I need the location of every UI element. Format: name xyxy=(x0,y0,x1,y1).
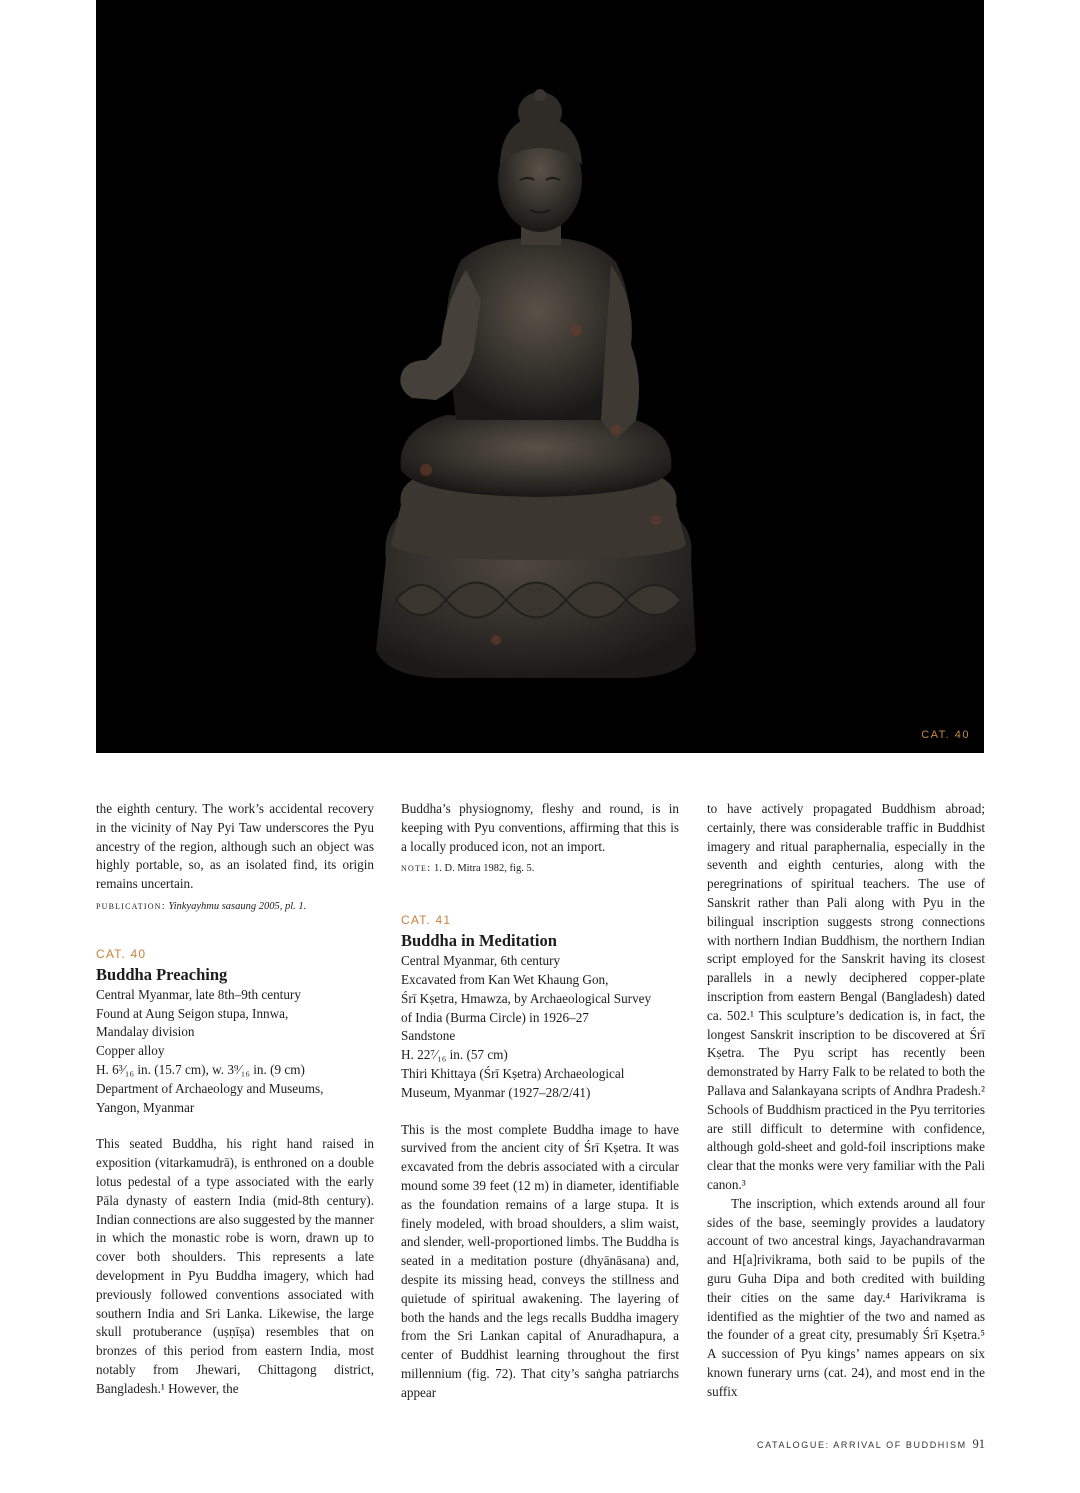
body-paragraph: The inscription, which extends around all four sides of the base, seemingly provides a laudatory account of two ancestral kings, Jayachandravarman and H[a]rivikrama, both said to be pupils of the guru Guha Dipa and both credited with building their cities on the same day.⁴ Harivikrama is identified as the mightier of the two and named as the founder of a great city, presumably Śrī Kṣetra.⁵ A succession of Pyu kings’ names appears on six known funerary urns (cat. 24), and most end in the suffix xyxy=(707,1195,985,1399)
catalogue-number: CAT. 40 xyxy=(96,946,147,961)
meta-line: Thiri Khittaya (Śrī Kṣetra) Archaeological xyxy=(401,1065,625,1081)
page-footer xyxy=(757,1437,985,1453)
buddha-statue-image xyxy=(96,0,984,753)
catalogue-metadata xyxy=(96,986,374,1118)
meta-line: H. 6³⁄₁₆ in. (15.7 cm), w. 3⁹⁄₁₆ in. (9 cm) xyxy=(96,1061,305,1077)
page-number: 91 xyxy=(972,1437,985,1451)
meta-line: Central Myanmar, late 8th–9th century xyxy=(96,986,301,1002)
meta-line: H. 22⁷⁄₁₆ in. (57 cm) xyxy=(401,1047,508,1063)
meta-line: Found at Aung Seigon stupa, Innwa, xyxy=(96,1005,289,1021)
artwork-photo xyxy=(96,0,984,753)
text-column-2 xyxy=(401,800,679,1403)
meta-line: Central Myanmar, 6th century xyxy=(401,953,561,969)
meta-line: Śrī Kṣetra, Hmawza, by Archaeological Survey xyxy=(401,990,652,1006)
meta-line: Yangon, Myanmar xyxy=(96,1099,195,1115)
meta-line: Museum, Myanmar (1927–28/2/41) xyxy=(401,1084,591,1100)
body-paragraph: Buddha’s physiognomy, fleshy and round, is in keeping with Pyu conventions, affirming that this is a locally produced icon, not an import. xyxy=(401,801,679,854)
publication-note xyxy=(96,898,374,915)
footnote xyxy=(401,860,679,877)
publication-text: Yinkyayhmu sasaung 2005, pl. 1. xyxy=(168,900,307,912)
running-head: CATALOGUE: ARRIVAL OF BUDDHISM xyxy=(757,1440,967,1450)
publication-label: publication: xyxy=(96,899,166,912)
meta-line: of India (Burma Circle) in 1926–27 xyxy=(401,1009,589,1025)
meta-line: Copper alloy xyxy=(96,1043,165,1059)
meta-line: Mandalay division xyxy=(96,1024,195,1040)
catalogue-title: Buddha in Meditation xyxy=(401,931,557,951)
meta-line: Department of Archaeology and Museums, xyxy=(96,1080,324,1096)
body-paragraph: This seated Buddha, his right hand raised in exposition (vitarkamudrā), is enthroned on a double lotus pedestal of a type associated with the early Pāla dynasty of eastern India (mid-8th century). Indian connections are also suggested by the manner in which the monastic robe is worn, drawn up to cover both shoulders. This represents a late development in Pyu Buddha imagery, which had previously followed conventions associated with southern India and Sri Lanka. Likewise, the large skull protuberance (uṣṇīṣa) resembles that on bronzes of this period from eastern India, most notably from Jhewari, Chittagong district, Bangladesh.¹ However, the xyxy=(96,1136,374,1396)
catalogue-metadata xyxy=(401,952,679,1102)
note-label: note: xyxy=(401,862,432,875)
body-paragraph: to have actively propagated Buddhism abroad; certainly, there was considerable traffic in Buddhist imagery and ritual paraphernalia, especially in the seventh and eighth centuries, along with the peregrinations of spiritual teachers. The use of Sanskrit rather than Pali along with Pyu in the bilingual inscription suggests strong connections with northern Indian Buddhism, the northern Indian script employed for the Sanskrit having its closest parallels in a newly deciphered copper-plate inscription from eastern Bengal (Bangladesh) dated ca. 502.¹ This sculpture’s dedication is, in fact, the longest Sanskrit inscription to be discovered at Śrī Kṣetra. The Pyu script has recently been demonstrated by Harry Falk to be related to both the Pallava and Salankayana scripts of Andhra Pradesh.² Schools of Buddhism practiced in the Pyu territories are still difficult to determine with confidence, although gold-sheet and gold-foil inscriptions make clear that the monks were very familiar with the Pali canon.³ xyxy=(707,801,985,1192)
catalogue-title: Buddha Preaching xyxy=(96,964,228,984)
meta-line: Excavated from Kan Wet Khaung Gon, xyxy=(401,971,609,987)
note-text: 1. D. Mitra 1982, fig. 5. xyxy=(434,863,535,875)
catalogue-number: CAT. 41 xyxy=(401,913,452,928)
text-column-3 xyxy=(707,800,985,1402)
body-paragraph: the eighth century. The work’s accidental recovery in the vicinity of Nay Pyi Taw underscores the Pyu ancestry of the region, although such an object was highly portable, so, as an isolated find, its origin remains uncertain. xyxy=(96,801,374,892)
photo-caption-cat: CAT. 40 xyxy=(921,729,970,741)
text-column-1 xyxy=(96,800,374,1399)
meta-line: Sandstone xyxy=(401,1028,456,1044)
body-paragraph: This is the most complete Buddha image to have survived from the ancient city of Śrī Kṣetra. It was excavated from the debris associated with a circular mound some 39 feet (12 m) in diameter, identifiable as the foundation remains of a large stupa. It is finely modeled, with broad shoulders, a slim waist, and slender, well-proportioned limbs. The Buddha is seated in a meditation posture (dhyānāsana) and, despite its missing head, conveys the stillness and quietude of spiritual awakening. The layering of both the hands and the legs recalls Buddha imagery from the Sri Lankan capital of Anuradhapura, a center of Buddhist learning throughout the first millennium (fig. 72). That city’s saṅgha patriarchs appear xyxy=(401,1121,679,1400)
